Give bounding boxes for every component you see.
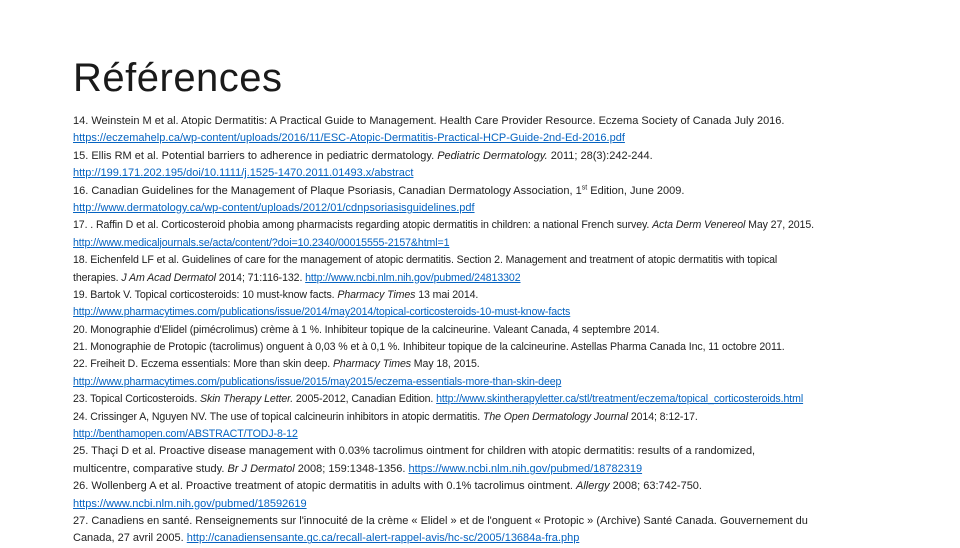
reference-17-link[interactable]: http://www.medicaljournals.se/acta/content/?doi=10.2340/00015555-2157&html=1 (73, 236, 450, 249)
reference-text: 2014; 8:12-17. (627, 410, 698, 423)
reference-17 (73, 217, 893, 234)
reference-22 (73, 356, 893, 373)
reference-text: 2005-2012, Canadian Edition. (293, 393, 437, 406)
reference-15 (73, 148, 893, 165)
journal-name: Acta Derm Venereol (652, 219, 746, 232)
superscript: st (581, 183, 588, 191)
journal-name: Pediatric Dermatology. (437, 149, 548, 162)
reference-17-url-line (73, 235, 893, 252)
reference-18-link[interactable]: http://www.ncbi.nlm.nih.gov/pubmed/24813302 (305, 271, 521, 284)
reference-16-url-line (73, 200, 893, 217)
reference-25 (73, 443, 893, 460)
journal-name: Allergy (576, 480, 610, 493)
reference-text: 2014; 71:116-132. (215, 271, 306, 284)
reference-20 (73, 322, 893, 339)
reference-text: 19. Bartok V. Topical corticosteroids: 10 must-know facts. (73, 288, 338, 301)
reference-text: 2011; 28(3):242-244. (547, 149, 653, 162)
journal-name: J Am Acad Dermatol (121, 271, 216, 284)
reference-text: 27. Canadiens en santé. Renseignements sur l'innocuité de la crème « Elidel » et de l'onguent « Protopic » (Archive) Santé Canada. Gouvernement du (73, 514, 808, 527)
reference-text: 2008; 63:742-750. (609, 480, 702, 493)
reference-text: 2008; 159:1348-1356. (294, 462, 409, 475)
reference-24-url-line (73, 426, 893, 443)
journal-name: The Open Dermatology Journal (482, 410, 628, 423)
reference-19-url-line (73, 304, 893, 321)
references-list (73, 113, 893, 548)
reference-text: 20. Monographie d'Elidel (pimécrolimus) crème à 1 %. Inhibiteur topique de la calcineurine. Valeant Canada, 4 septembre 2014. (73, 323, 660, 336)
reference-text: 14. Weinstein M et al. Atopic Dermatitis: A Practical Guide to Management. Health Care Provider Resource. Eczema Society of Canada July 2016. (73, 115, 785, 127)
reference-text: 26. Wollenberg A et al. Proactive treatment of atopic dermatitis in adults with 0.1% tacrolimus ointment. (73, 480, 576, 493)
reference-18-line2 (73, 270, 893, 287)
reference-22-url-line (73, 374, 893, 391)
reference-text: 22. Freiheit D. Eczema essentials: More than skin deep. (73, 358, 333, 371)
reference-19 (73, 287, 893, 304)
reference-27 (73, 513, 893, 530)
reference-18 (73, 252, 893, 269)
journal-name: Pharmacy Times (337, 288, 416, 301)
reference-24 (73, 409, 893, 426)
reference-26 (73, 478, 893, 495)
reference-21 (73, 339, 893, 356)
reference-text: 15. Ellis RM et al. Potential barriers to adherence in pediatric dermatology. (73, 149, 438, 162)
reference-22-link[interactable]: http://www.pharmacytimes.com/publications/issue/2015/may2015/eczema-essentials-more-than-skin-deep (73, 375, 562, 388)
reference-16-link[interactable]: http://www.dermatology.ca/wp-content/uploads/2012/01/cdnpsoriasisguidelines.pdf (73, 201, 475, 214)
journal-name: Br J Dermatol (227, 462, 295, 475)
reference-text: Edition, June 2009. (587, 184, 685, 197)
reference-text: 16. Canadian Guidelines for the Management of Plaque Psoriasis, Canadian Dermatology Association, 1 (73, 184, 582, 197)
reference-text: 24. Crissinger A, Nguyen NV. The use of topical calcineurin inhibitors in atopic dermatitis. (73, 410, 483, 423)
reference-27-line2 (73, 530, 893, 547)
reference-text: 18. Eichenfeld LF et al. Guidelines of care for the management of atopic dermatitis. Section 2. Management and treatment of atopic dermatitis with topical (73, 254, 778, 267)
reference-14 (73, 113, 893, 130)
reference-text: 25. Thaçi D et al. Proactive disease management with 0.03% tacrolimus ointment for children with atopic dermatitis: results of a randomized, (73, 445, 756, 458)
page-title: Références (73, 56, 283, 100)
reference-26-link[interactable]: https://www.ncbi.nlm.nih.gov/pubmed/18592619 (73, 497, 307, 510)
reference-text: 17. . Raffin D et al. Corticosteroid phobia among pharmacists regarding atopic dermatitis in children: a national French survey. (73, 219, 653, 232)
reference-27-link[interactable]: http://canadiensensante.gc.ca/recall-alert-rappel-avis/hc-sc/2005/13684a-fra.php (186, 532, 580, 545)
reference-25-line2 (73, 461, 893, 478)
reference-23 (73, 391, 893, 408)
reference-text: May 18, 2015. (410, 358, 480, 371)
reference-text: 23. Topical Corticosteroids. (73, 393, 201, 406)
reference-text: multicentre, comparative study. (73, 462, 228, 475)
reference-text: May 27, 2015. (745, 219, 814, 232)
journal-name: Skin Therapy Letter. (200, 393, 294, 406)
reference-text: therapies. (73, 271, 122, 284)
reference-19-link[interactable]: http://www.pharmacytimes.com/publications/issue/2014/may2014/topical-corticosteroids-10-must-know-facts (73, 306, 571, 319)
reference-14-link[interactable]: https://eczemahelp.ca/wp-content/uploads/2016/11/ESC-Atopic-Dermatitis-Practical-HCP-Guide-2nd-Ed-2016.pdf (73, 132, 625, 145)
reference-25-link[interactable]: https://www.ncbi.nlm.nih.gov/pubmed/18782319 (408, 462, 643, 475)
reference-text: 13 mai 2014. (415, 288, 479, 301)
reference-23-link[interactable]: http://www.skintherapyletter.ca/stl/treatment/eczema/topical_corticosteroids.html (436, 393, 804, 406)
reference-14-url-line (73, 130, 893, 147)
journal-name: Pharmacy Times (332, 358, 411, 371)
reference-15-url-line (73, 165, 893, 182)
reference-16 (73, 183, 893, 200)
reference-26-url-line (73, 496, 893, 513)
reference-text: Canada, 27 avril 2005. (73, 532, 187, 545)
reference-text: 21. Monographie de Protopic (tacrolimus) onguent à 0,03 % et à 0,1 %. Inhibiteur topique de la calcineurine. Astellas Pharma Canada Inc, 11 octobre 2011. (73, 341, 785, 354)
reference-15-link[interactable]: http://199.171.202.195/doi/10.1111/j.1525-1470.2011.01493.x/abstract (73, 167, 414, 180)
reference-24-link[interactable]: http://benthamopen.com/ABSTRACT/TODJ-8-12 (73, 428, 298, 441)
